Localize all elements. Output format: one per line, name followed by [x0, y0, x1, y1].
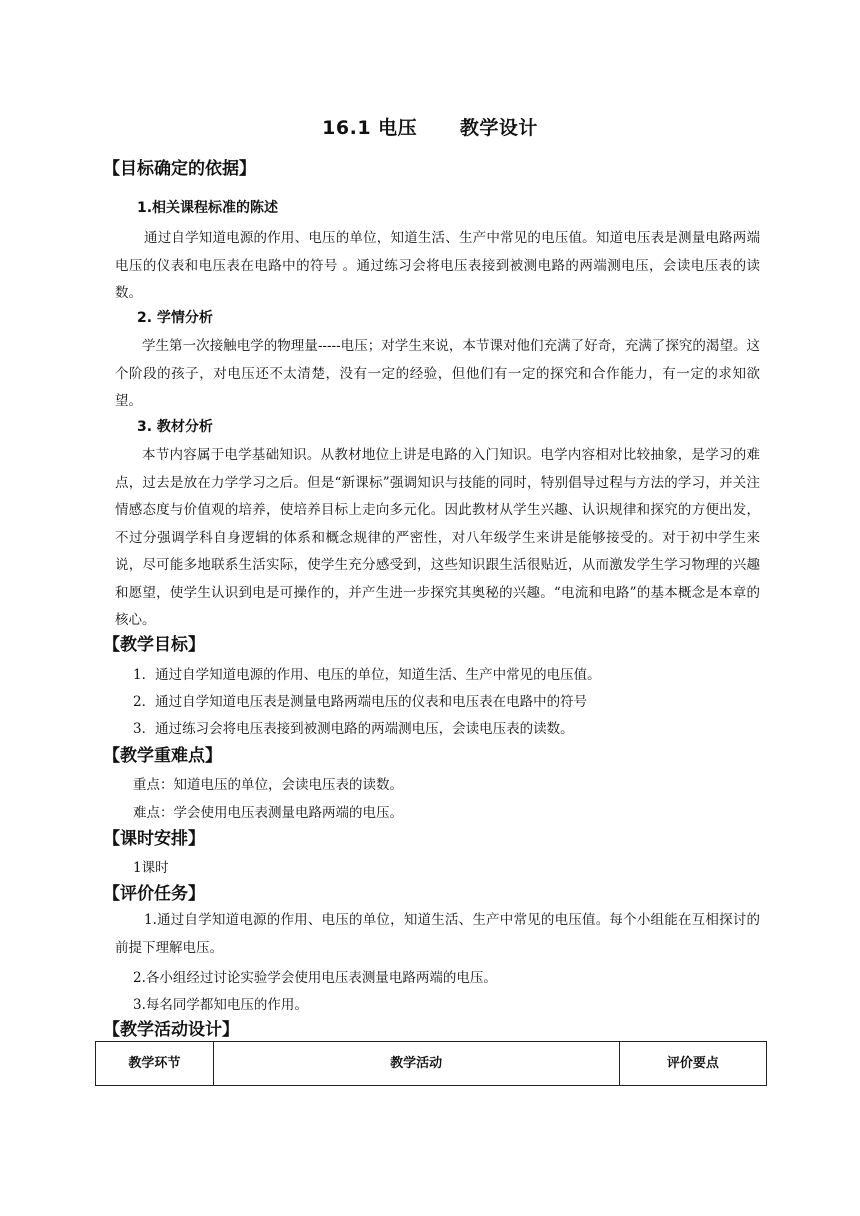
- goal-item-3: 3．通过练习会将电压表接到被测电路的两端测电压，会读电压表的读数。: [133, 721, 574, 737]
- schedule-text: 1课时: [133, 860, 169, 876]
- subheading-learners: 2. 学情分析: [137, 310, 213, 326]
- table-header-cell-evaluation: 评价要点: [619, 1042, 766, 1086]
- activity-design-table: [95, 1041, 767, 1086]
- paragraph-materials: 本节内容属于电学基础知识。从教材地位上讲是电路的入门知识。电学内容相对比较抽象，是学习的难点，过去是放在力学学习之后。但是“新课标”强调知识与技能的同时，特别倡导过程与方法的学习，并关注情感态度与价值观的培养，使培养目标上走向多元化。因此教材从学生兴趣、认识规律和探究的方便出发，不过分强调学科自身逻辑的体系和概念规律的严密性，对八年级学生来讲是能够接受的。对于初中学生来说，尽可能多地联系生活实际，使学生充分感受到，这些知识跟生活很贴近，从而激发学生学习物理的兴趣和愿望，使学生认识到电是可操作的，并产生进一步探究其奥秘的兴趣。“电流和电路”的基本概念是本章的核心。: [115, 447, 760, 628]
- section-heading-goals: 【教学目标】: [103, 635, 205, 655]
- section-heading-activity-design: 【教学活动设计】: [103, 1020, 239, 1040]
- goal-item-1: 1．通过自学知道电源的作用、电压的单位，知道生活、生产中常见的电压值。: [133, 667, 601, 683]
- evaluation-item-2: 2.各小组经过讨论实验学会使用电压表测量电路两端的电压。: [133, 970, 497, 986]
- evaluation-item-1: 1.通过自学知道电源的作用、电压的单位，知道生活、生产中常见的电压值。每个小组能在互相探讨的前提下理解电压。: [115, 912, 760, 956]
- key-point-text: 重点：知道电压的单位，会读电压表的读数。: [133, 777, 403, 793]
- difficult-point-text: 难点：学会使用电压表测量电路两端的电压。: [133, 805, 403, 821]
- table-header-cell-activity: 教学活动: [213, 1042, 619, 1086]
- document-title: 16.1 电压 教学设计: [322, 117, 538, 139]
- subheading-standards: 1.相关课程标准的陈述: [137, 200, 279, 216]
- paragraph-learners: 学生第一次接触电学的物理量-----电压；对学生来说，本节课对他们充满了好奇，充满了探究的渴望。这个阶段的孩子，对电压还不太清楚，没有一定的经验，但他们有一定的探究和合作能力，有一定的求知欲望。: [115, 338, 760, 409]
- subheading-materials: 3. 教材分析: [137, 419, 213, 435]
- goal-item-2: 2．通过自学知道电压表是测量电路两端电压的仪表和电压表在电路中的符号: [133, 694, 588, 710]
- section-heading-schedule: 【课时安排】: [103, 829, 205, 849]
- paragraph-standards: 通过自学知道电源的作用、电压的单位，知道生活、生产中常见的电压值。知道电压表是测量电路两端电压的仪表和电压表在电路中的符号 。通过练习会将电压表接到被测电路的两端测电压，会读电压表的读数。: [115, 230, 760, 301]
- evaluation-item-3: 3.每名同学都知电压的作用。: [133, 997, 308, 1013]
- table-header-cell-stage: 教学环节: [96, 1042, 214, 1086]
- section-heading-basis: 【目标确定的依据】: [103, 159, 256, 179]
- section-heading-key-points: 【教学重难点】: [103, 746, 222, 766]
- section-heading-evaluation: 【评价任务】: [103, 884, 205, 904]
- table-header-row: [96, 1042, 767, 1086]
